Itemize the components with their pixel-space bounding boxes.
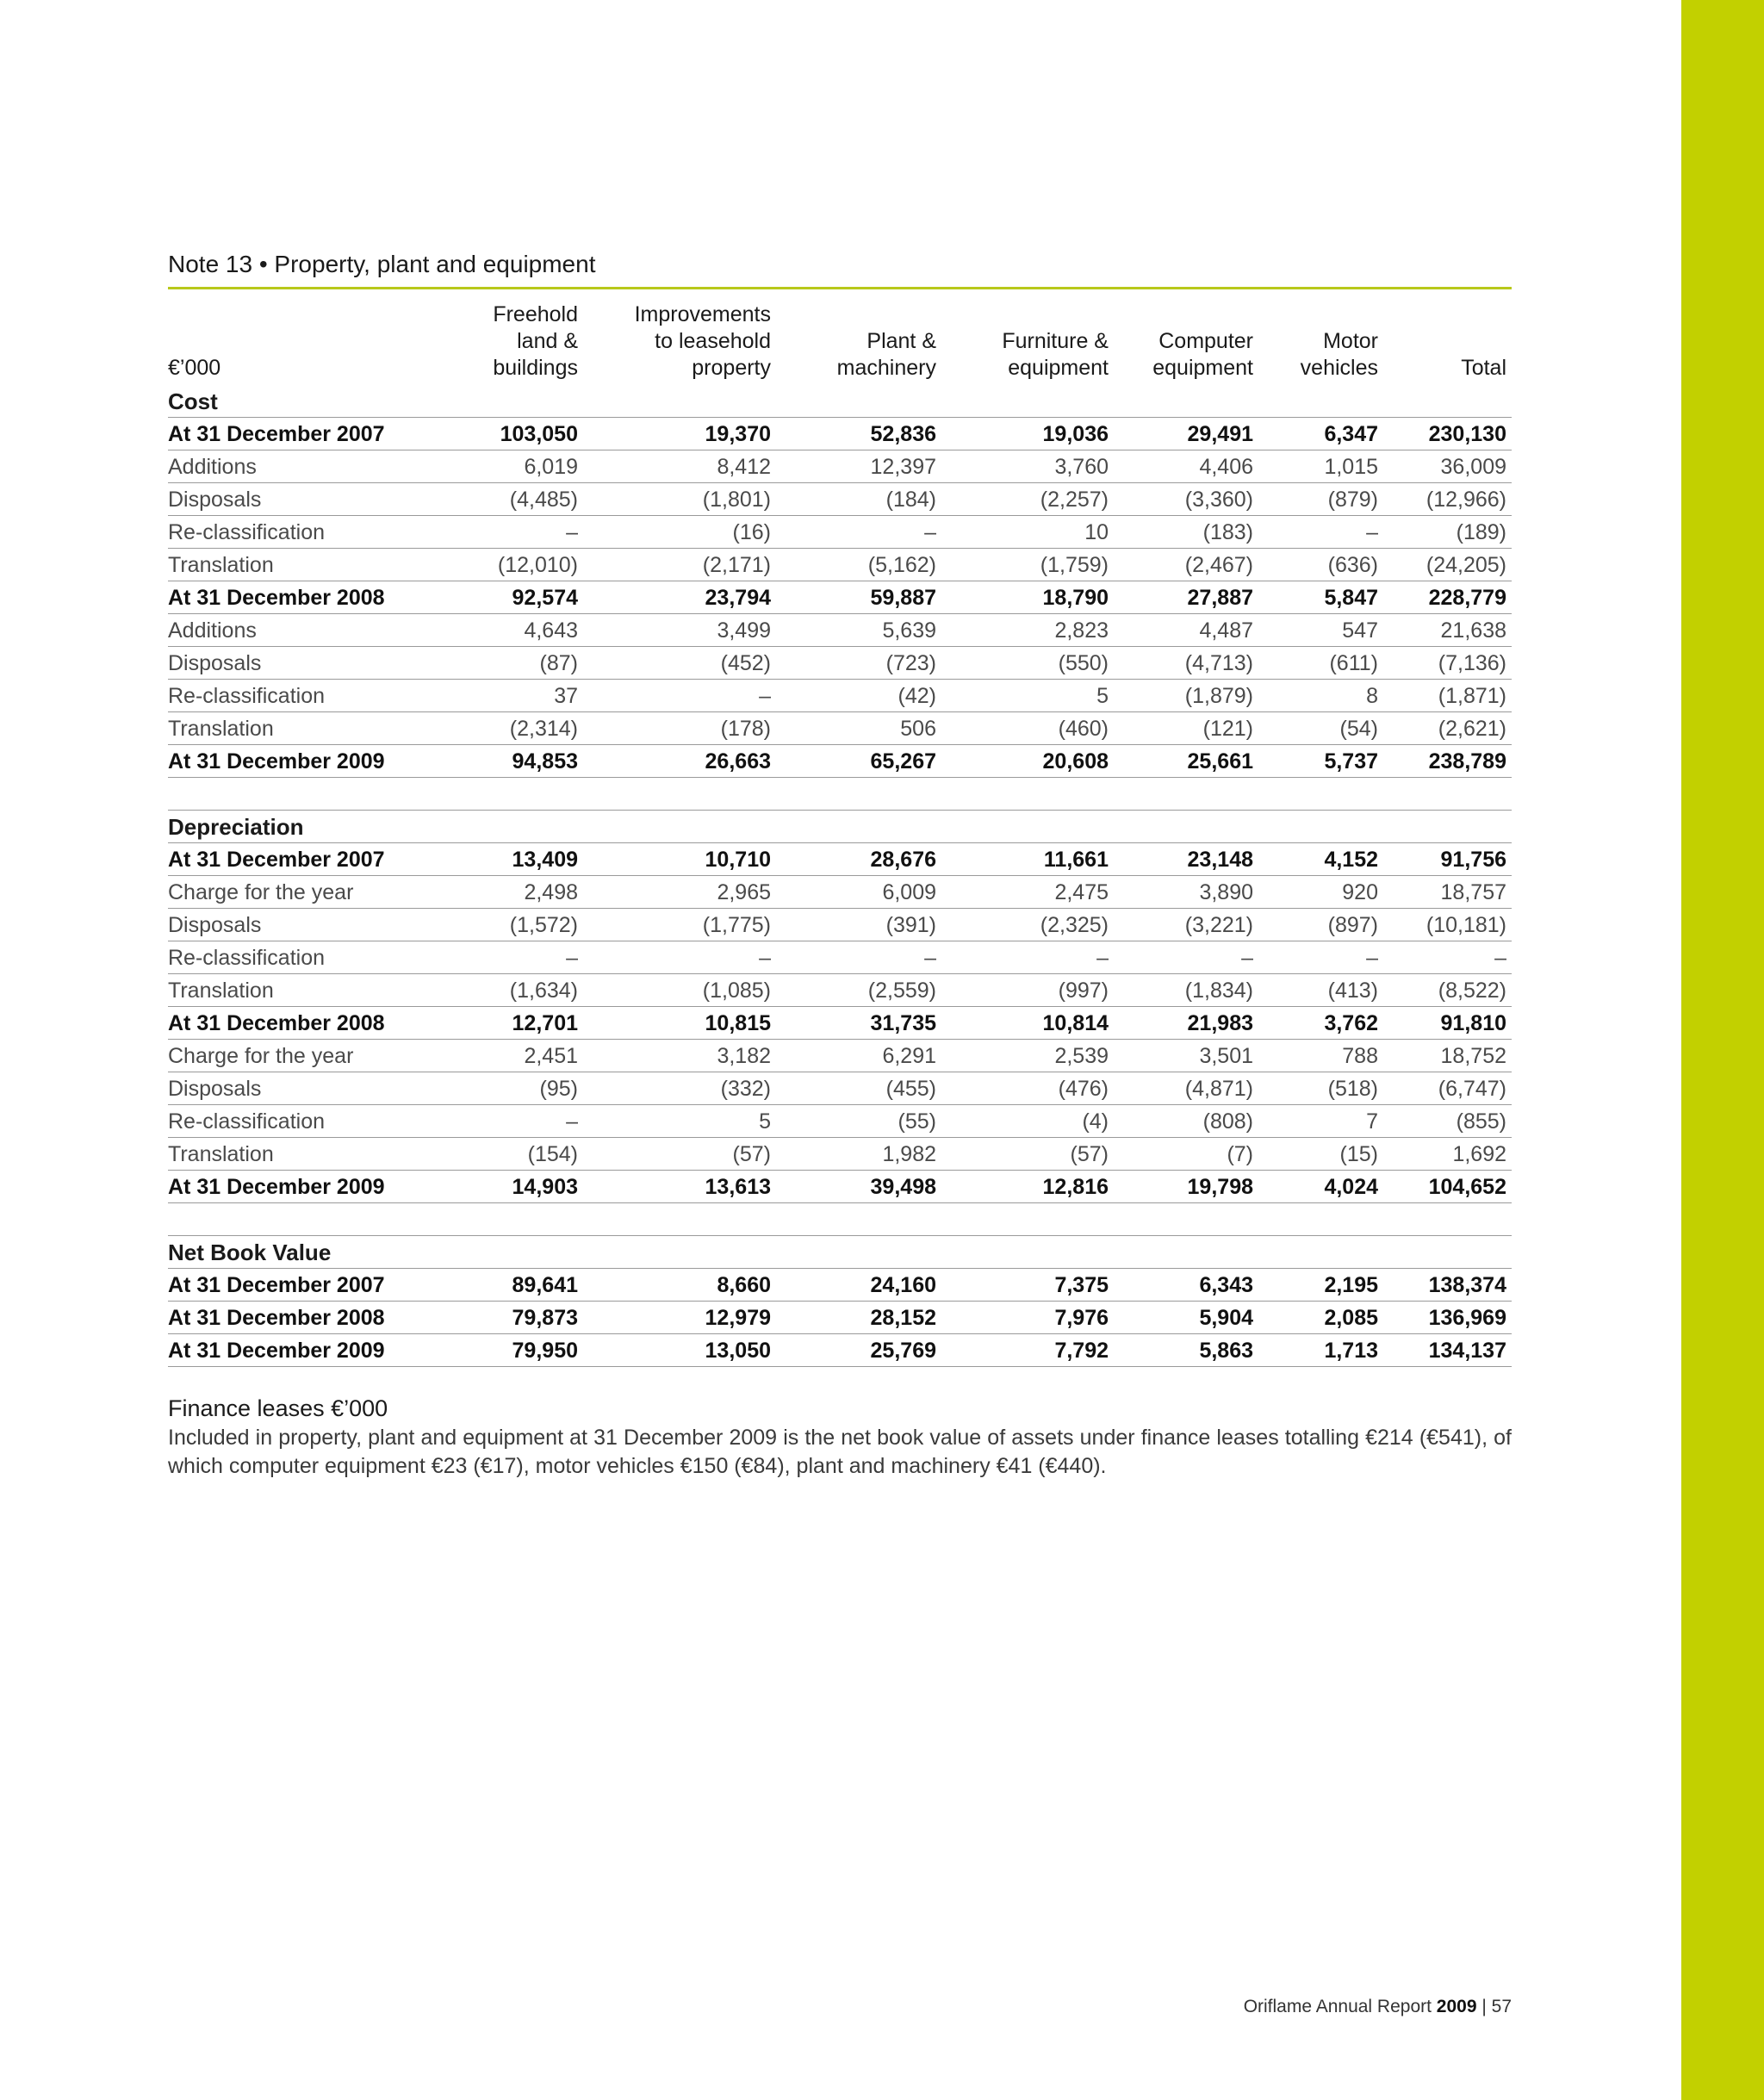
value-cell: 12,701 [464,1007,583,1040]
value-cell: (57) [583,1138,776,1171]
value-cell: 36,009 [1383,450,1512,483]
value-cell: 1,692 [1383,1138,1512,1171]
row-label: Charge for the year [168,876,464,909]
value-cell: 103,050 [464,418,583,450]
value-cell: (476) [941,1072,1114,1105]
value-cell: (1,801) [583,483,776,516]
value-cell: – [1258,516,1383,549]
value-cell: 23,794 [583,581,776,614]
value-cell: 788 [1258,1040,1383,1072]
value-cell: – [1114,941,1258,974]
value-cell: (2,325) [941,909,1114,941]
value-cell: 92,574 [464,581,583,614]
value-cell: (723) [776,647,941,680]
value-cell: (4,713) [1114,647,1258,680]
value-cell: 12,397 [776,450,941,483]
table-row [168,1007,1512,1040]
value-cell: – [776,516,941,549]
value-cell: (183) [1114,516,1258,549]
value-cell: (4,871) [1114,1072,1258,1105]
value-cell: 2,539 [941,1040,1114,1072]
value-cell: 3,182 [583,1040,776,1072]
value-cell: 3,760 [941,450,1114,483]
value-cell: – [941,941,1114,974]
col-header-improvements [583,289,776,385]
section-title: Depreciation [168,811,1512,843]
value-cell: 94,853 [464,745,583,778]
value-cell: 18,757 [1383,876,1512,909]
value-cell: (2,314) [464,712,583,745]
finance-leases-body: Included in property, plant and equipment at 31 December 2009 is the net book value of assets under finance leases totalling €214 (€541), of which computer equipment €23 (€17), motor vehicles €150 (€84), plant and machinery €41 (€440). [168,1426,1512,1478]
value-cell: (8,522) [1383,974,1512,1007]
table-row [168,909,1512,941]
value-cell: (12,966) [1383,483,1512,516]
value-cell: – [776,941,941,974]
ppe-table [168,289,1512,1367]
value-cell: (57) [941,1138,1114,1171]
value-cell: – [1383,941,1512,974]
row-label: Re-classification [168,516,464,549]
row-label: Re-classification [168,1105,464,1138]
row-label: Charge for the year [168,1040,464,1072]
value-cell: 21,983 [1114,1007,1258,1040]
value-cell: (12,010) [464,549,583,581]
col-header-line: Motor [1323,329,1378,353]
col-header-line: Plant & [866,329,936,353]
value-cell: 4,643 [464,614,583,647]
row-label: At 31 December 2007 [168,843,464,876]
value-cell: (1,834) [1114,974,1258,1007]
table-row [168,1040,1512,1072]
value-cell: (452) [583,647,776,680]
value-cell: 5 [583,1105,776,1138]
table-row [168,418,1512,450]
row-label: Disposals [168,1072,464,1105]
value-cell: (879) [1258,483,1383,516]
col-header-line: to leasehold [655,329,771,353]
row-label: At 31 December 2007 [168,1269,464,1302]
value-cell: 18,790 [941,581,1114,614]
value-cell: 25,661 [1114,745,1258,778]
value-cell: 2,498 [464,876,583,909]
table-row [168,516,1512,549]
value-cell: 5,639 [776,614,941,647]
note-content [168,245,1512,1481]
table-row [168,647,1512,680]
value-cell: (16) [583,516,776,549]
table-row [168,843,1512,876]
row-label: At 31 December 2009 [168,1171,464,1203]
value-cell: 5,847 [1258,581,1383,614]
value-cell: 6,343 [1114,1269,1258,1302]
value-cell: 2,965 [583,876,776,909]
table-row [168,1072,1512,1105]
value-cell: 31,735 [776,1007,941,1040]
value-cell: 238,789 [1383,745,1512,778]
section-header-row [168,1236,1512,1269]
value-cell: 10,710 [583,843,776,876]
value-cell: (391) [776,909,941,941]
spacer-cell [168,1203,1512,1236]
row-label: Translation [168,712,464,745]
value-cell: (413) [1258,974,1383,1007]
value-cell: (3,360) [1114,483,1258,516]
value-cell: 5 [941,680,1114,712]
table-row [168,1269,1512,1302]
value-cell: (855) [1383,1105,1512,1138]
value-cell: 89,641 [464,1269,583,1302]
value-cell: (189) [1383,516,1512,549]
row-label: At 31 December 2008 [168,581,464,614]
value-cell: (611) [1258,647,1383,680]
value-cell: (15) [1258,1138,1383,1171]
value-cell: (121) [1114,712,1258,745]
value-cell: 136,969 [1383,1302,1512,1334]
value-cell: (6,747) [1383,1072,1512,1105]
value-cell: 506 [776,712,941,745]
section-spacer [168,1203,1512,1236]
col-header-total [1383,289,1512,385]
col-header-line: Computer [1158,329,1253,353]
value-cell: 5,904 [1114,1302,1258,1334]
value-cell: 10 [941,516,1114,549]
row-label: Additions [168,450,464,483]
value-cell: 3,499 [583,614,776,647]
table-row [168,450,1512,483]
value-cell: (1,085) [583,974,776,1007]
value-cell: (2,559) [776,974,941,1007]
row-label: At 31 December 2009 [168,745,464,778]
value-cell: 37 [464,680,583,712]
table-body [168,385,1512,1367]
col-header-line: equipment [1008,356,1109,380]
value-cell: 2,195 [1258,1269,1383,1302]
value-cell: 23,148 [1114,843,1258,876]
value-cell: 134,137 [1383,1334,1512,1367]
row-label: Translation [168,1138,464,1171]
value-cell: 5,863 [1114,1334,1258,1367]
value-cell: 18,752 [1383,1040,1512,1072]
value-cell: 4,487 [1114,614,1258,647]
table-row [168,549,1512,581]
value-cell: 29,491 [1114,418,1258,450]
value-cell: (1,775) [583,909,776,941]
footer-page-number: | 57 [1476,1997,1512,2016]
footer-report-name: Oriflame Annual Report [1243,1997,1437,2016]
table-row [168,680,1512,712]
value-cell: (550) [941,647,1114,680]
col-header-furniture [941,289,1114,385]
value-cell: 228,779 [1383,581,1512,614]
value-cell: 39,498 [776,1171,941,1203]
value-cell: (518) [1258,1072,1383,1105]
value-cell: – [464,516,583,549]
col-header-line: land & [517,329,578,353]
row-label: Translation [168,549,464,581]
table-row [168,581,1512,614]
value-cell: 8,412 [583,450,776,483]
col-header-plant [776,289,941,385]
value-cell: 2,451 [464,1040,583,1072]
value-cell: 104,652 [1383,1171,1512,1203]
value-cell: 6,291 [776,1040,941,1072]
row-label: Re-classification [168,680,464,712]
value-cell: 7,976 [941,1302,1114,1334]
value-cell: 230,130 [1383,418,1512,450]
value-cell: (2,257) [941,483,1114,516]
value-cell: – [464,941,583,974]
value-cell: (1,879) [1114,680,1258,712]
unit-header: €’000 [168,356,221,380]
value-cell: 26,663 [583,745,776,778]
col-header-line: property [692,356,771,380]
value-cell: (636) [1258,549,1383,581]
value-cell: 6,347 [1258,418,1383,450]
value-cell: 7,792 [941,1334,1114,1367]
col-header-line: machinery [836,356,936,380]
value-cell: (1,759) [941,549,1114,581]
value-cell: 19,370 [583,418,776,450]
value-cell: 28,676 [776,843,941,876]
value-cell: (87) [464,647,583,680]
row-label: Disposals [168,647,464,680]
table-row [168,1105,1512,1138]
value-cell: (4) [941,1105,1114,1138]
value-cell: 2,475 [941,876,1114,909]
value-cell: (1,572) [464,909,583,941]
value-cell: 5,737 [1258,745,1383,778]
value-cell: 3,890 [1114,876,1258,909]
value-cell: 19,798 [1114,1171,1258,1203]
page-footer [1120,1997,1512,2017]
table-row [168,712,1512,745]
finance-leases [168,1393,1512,1481]
value-cell: 2,085 [1258,1302,1383,1334]
col-header-line: equipment [1152,356,1253,380]
value-cell: (2,171) [583,549,776,581]
value-cell: (10,181) [1383,909,1512,941]
value-cell: (154) [464,1138,583,1171]
value-cell: 2,823 [941,614,1114,647]
value-cell: (2,467) [1114,549,1258,581]
value-cell: 6,019 [464,450,583,483]
row-label: At 31 December 2009 [168,1334,464,1367]
value-cell: 4,406 [1114,450,1258,483]
value-cell: 13,613 [583,1171,776,1203]
col-header-line: Improvements [634,302,771,326]
value-cell: 138,374 [1383,1269,1512,1302]
table-row [168,614,1512,647]
value-cell: 547 [1258,614,1383,647]
row-label: At 31 December 2007 [168,418,464,450]
table-row [168,876,1512,909]
value-cell: 79,950 [464,1334,583,1367]
value-cell: (5,162) [776,549,941,581]
value-cell: 11,661 [941,843,1114,876]
row-label: At 31 December 2008 [168,1007,464,1040]
value-cell: 59,887 [776,581,941,614]
value-cell: 14,903 [464,1171,583,1203]
row-label: Re-classification [168,941,464,974]
col-header-line: Furniture & [1002,329,1109,353]
value-cell: (1,634) [464,974,583,1007]
col-header-line: vehicles [1300,356,1378,380]
value-cell: (7) [1114,1138,1258,1171]
col-header-line: Freehold [493,302,578,326]
value-cell: 20,608 [941,745,1114,778]
value-cell: 920 [1258,876,1383,909]
value-cell: (460) [941,712,1114,745]
accent-side-bar [1681,0,1764,2100]
table-row [168,1171,1512,1203]
value-cell: 3,501 [1114,1040,1258,1072]
value-cell: (332) [583,1072,776,1105]
footer-year: 2009 [1436,1997,1477,2016]
table-row [168,974,1512,1007]
col-header-motor [1258,289,1383,385]
value-cell: 79,873 [464,1302,583,1334]
value-cell: (7,136) [1383,647,1512,680]
section-header-row [168,811,1512,843]
value-cell: (1,871) [1383,680,1512,712]
table-row [168,1138,1512,1171]
value-cell: 25,769 [776,1334,941,1367]
section-spacer [168,778,1512,811]
table-row [168,941,1512,974]
value-cell: 1,982 [776,1138,941,1171]
value-cell: (455) [776,1072,941,1105]
row-label: At 31 December 2008 [168,1302,464,1334]
value-cell: 10,815 [583,1007,776,1040]
spacer-cell [168,778,1512,811]
value-cell: 27,887 [1114,581,1258,614]
table-row [168,483,1512,516]
row-label: Disposals [168,909,464,941]
row-label: Translation [168,974,464,1007]
value-cell: 1,015 [1258,450,1383,483]
table-row [168,1302,1512,1334]
value-cell: (95) [464,1072,583,1105]
value-cell: 1,713 [1258,1334,1383,1367]
col-header-freehold [464,289,583,385]
value-cell: 3,762 [1258,1007,1383,1040]
value-cell: (184) [776,483,941,516]
value-cell: (3,221) [1114,909,1258,941]
value-cell: 28,152 [776,1302,941,1334]
value-cell: 91,810 [1383,1007,1512,1040]
value-cell: – [1258,941,1383,974]
value-cell: (24,205) [1383,549,1512,581]
row-label: Additions [168,614,464,647]
value-cell: 24,160 [776,1269,941,1302]
value-cell: – [464,1105,583,1138]
value-cell: (42) [776,680,941,712]
note-title: Note 13 • Property, plant and equipment [168,245,1512,289]
value-cell: 13,409 [464,843,583,876]
value-cell: 4,024 [1258,1171,1383,1203]
value-cell: 65,267 [776,745,941,778]
section-title: Cost [168,385,1512,418]
value-cell: (55) [776,1105,941,1138]
value-cell: – [583,941,776,974]
col-header-computer [1114,289,1258,385]
value-cell: 7,375 [941,1269,1114,1302]
section-header-row [168,385,1512,418]
value-cell: 8 [1258,680,1383,712]
value-cell: – [583,680,776,712]
value-cell: 19,036 [941,418,1114,450]
col-header-line: buildings [493,356,578,380]
value-cell: 12,979 [583,1302,776,1334]
section-title: Net Book Value [168,1236,1512,1269]
value-cell: (178) [583,712,776,745]
value-cell: 8,660 [583,1269,776,1302]
finance-leases-title: Finance leases €’000 [168,1395,388,1421]
value-cell: 12,816 [941,1171,1114,1203]
value-cell: 10,814 [941,1007,1114,1040]
value-cell: 21,638 [1383,614,1512,647]
value-cell: 7 [1258,1105,1383,1138]
value-cell: 4,152 [1258,843,1383,876]
value-cell: (997) [941,974,1114,1007]
table-header-row [168,289,1512,385]
value-cell: 52,836 [776,418,941,450]
value-cell: (54) [1258,712,1383,745]
row-label: Disposals [168,483,464,516]
value-cell: (897) [1258,909,1383,941]
value-cell: (4,485) [464,483,583,516]
value-cell: 13,050 [583,1334,776,1367]
value-cell: (808) [1114,1105,1258,1138]
value-cell: 6,009 [776,876,941,909]
table-row [168,745,1512,778]
value-cell: 91,756 [1383,843,1512,876]
table-row [168,1334,1512,1367]
col-header-line: Total [1461,356,1506,380]
value-cell: (2,621) [1383,712,1512,745]
